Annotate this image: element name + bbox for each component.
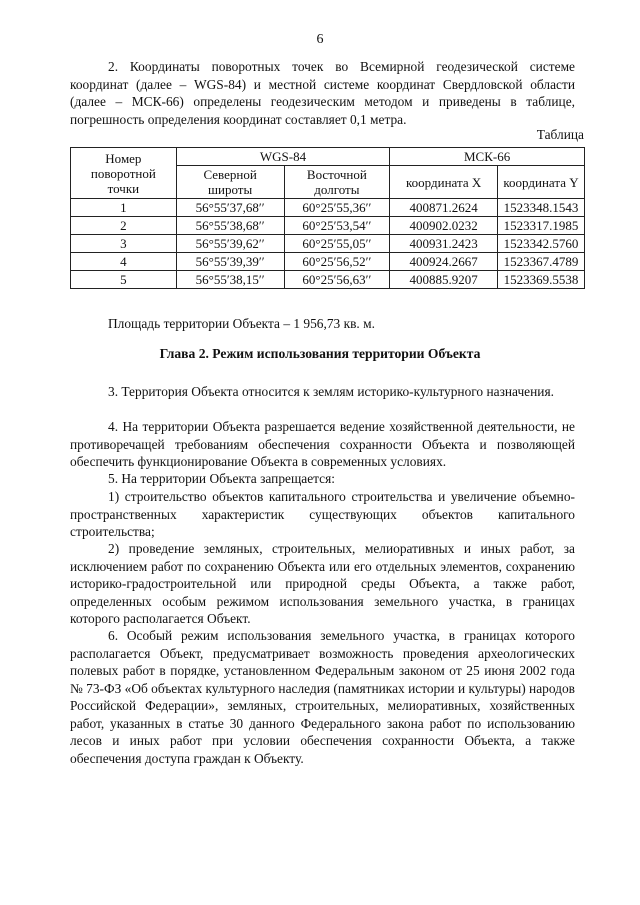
cell-coord-x: 400885.9207 (390, 271, 498, 289)
cell-point-number: 5 (71, 271, 177, 289)
cell-longitude: 60°25′55,05′′ (284, 235, 390, 253)
header-coord-y: координата Y (498, 166, 585, 199)
header-wgs84: WGS-84 (176, 148, 390, 166)
page-number: 6 (316, 32, 324, 47)
header-point-number: Номер поворотной точки (71, 148, 177, 199)
header-longitude: Восточной долготы (284, 166, 390, 199)
paragraph-2-coordinates: 2. Координаты поворотных точек во Всемирной геодезической системе координат (далее – WGS-84) и местной системе координат Свердловской области (далее – МСК-66) определены геодезическим методом и приведены в таблице, погрешность определения координат составляет 0,1 метра. (70, 59, 575, 127)
header-latitude: Северной широты (176, 166, 284, 199)
cell-longitude: 60°25′56,63′′ (284, 271, 390, 289)
paragraph-5-item-1: 1) строительство объектов капитального строительства и увеличение объемно-пространственных характеристик существующих объектов капитального строительства; (70, 489, 575, 539)
table-row (71, 253, 585, 271)
table-row (71, 235, 585, 253)
cell-longitude: 60°25′56,52′′ (284, 253, 390, 271)
chapter-heading: Глава 2. Режим использования территории Объекта (159, 346, 481, 361)
coordinates-table (70, 147, 585, 289)
cell-coord-y: 1523342.5760 (498, 235, 585, 253)
cell-coord-y: 1523348.1543 (498, 199, 585, 217)
cell-point-number: 3 (71, 235, 177, 253)
cell-coord-x: 400902.0232 (390, 217, 498, 235)
cell-latitude: 56°55′39,62′′ (176, 235, 284, 253)
header-coord-x: координата X (390, 166, 498, 199)
cell-longitude: 60°25′53,54′′ (284, 217, 390, 235)
cell-coord-x: 400871.2624 (390, 199, 498, 217)
cell-point-number: 2 (71, 217, 177, 235)
cell-point-number: 4 (71, 253, 177, 271)
cell-latitude: 56°55′38,15′′ (176, 271, 284, 289)
area-statement: Площадь территории Объекта – 1 956,73 кв. м. (108, 316, 375, 331)
cell-coord-x: 400924.2667 (390, 253, 498, 271)
cell-latitude: 56°55′39,39′′ (176, 253, 284, 271)
table-row (71, 217, 585, 235)
paragraph-3: 3. Территория Объекта относится к землям историко-культурного назначения. (108, 384, 554, 399)
header-msk66: МСК-66 (390, 148, 585, 166)
table-caption: Таблица (536, 127, 584, 142)
paragraph-6: 6. Особый режим использования земельного участка, в границах которого располагается Объект, предусматривает возможность проведения археологических полевых работ в порядке, установленном Федеральным законом от 25 июня 2002 года № 73-ФЗ «Об объектах культурного наследия (памятниках истории и культуры) народов Российской Федерации», земляных, строительных, мелиоративных, хозяйственных работ, указанных в статье 30 данного Федерального закона работ по использованию лесов и иных работ при условии обеспечения сохранности Объекта, а также обеспечения доступа граждан к Объекту. (70, 628, 575, 766)
table-row (71, 199, 585, 217)
table-row (71, 271, 585, 289)
cell-coord-y: 1523369.5538 (498, 271, 585, 289)
cell-coord-x: 400931.2423 (390, 235, 498, 253)
paragraph-4: 4. На территории Объекта разрешается ведение хозяйственной деятельности, не противоречащей требованиям обеспечения сохранности Объекта и позволяющей обеспечить функционирование Объекта в современных условиях. (70, 419, 575, 469)
cell-coord-y: 1523317.1985 (498, 217, 585, 235)
cell-longitude: 60°25′55,36′′ (284, 199, 390, 217)
paragraph-5-item-2: 2) проведение земляных, строительных, мелиоративных и иных работ, за исключением работ по сохранению Объекта или его отдельных элементов, сохранению историко-градостроительной или природной среды Объекта, а также работ, определенных особым режимом использования земельного участка, в границах которого располагается Объект. (70, 541, 575, 626)
cell-latitude: 56°55′37,68′′ (176, 199, 284, 217)
cell-coord-y: 1523367.4789 (498, 253, 585, 271)
paragraph-5: 5. На территории Объекта запрещается: (108, 471, 335, 486)
cell-latitude: 56°55′38,68′′ (176, 217, 284, 235)
cell-point-number: 1 (71, 199, 177, 217)
table-header-row-1 (71, 148, 585, 166)
